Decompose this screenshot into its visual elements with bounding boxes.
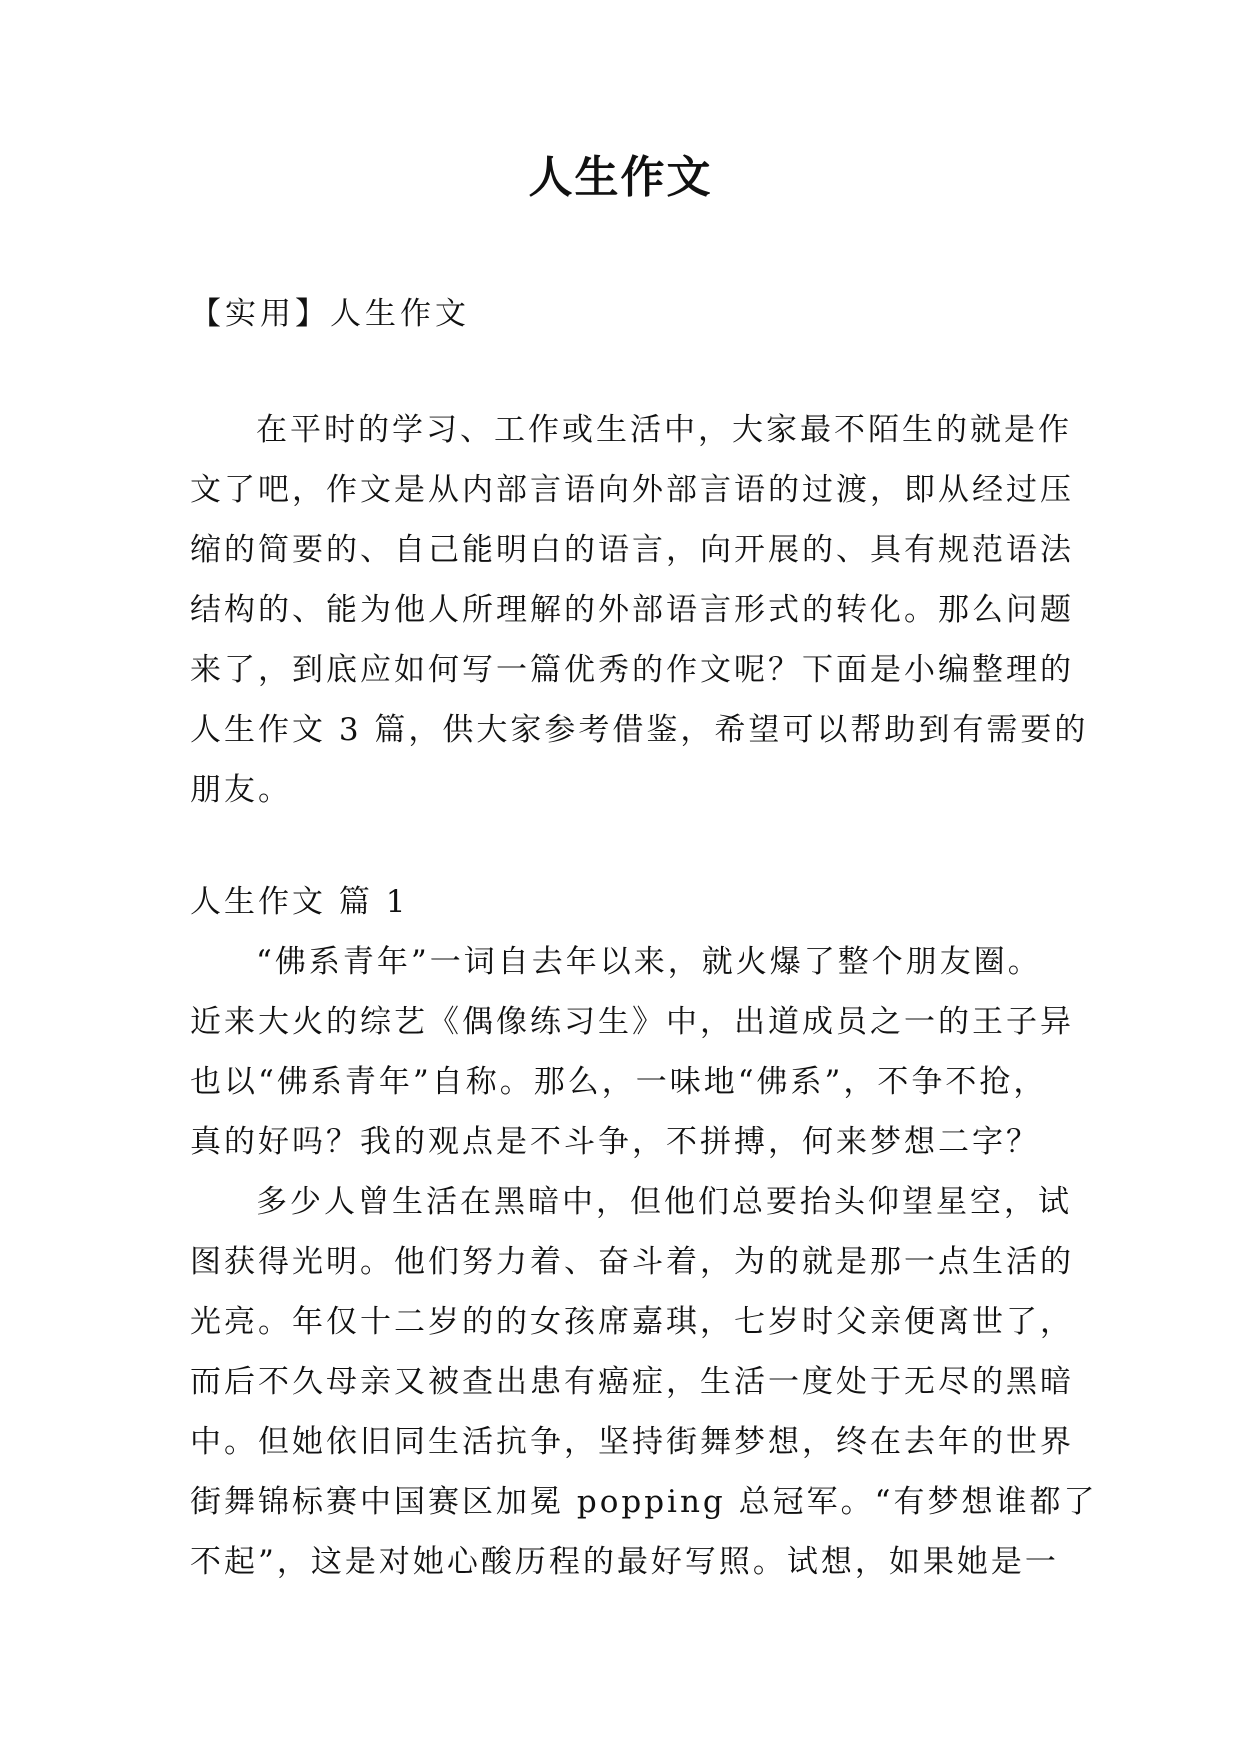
essay-line: “佛系青年”一词自去年以来，就火爆了整个朋友圈。 [256,944,1042,980]
essay-line: 街舞锦标赛中国赛区加冕 popping 总冠军。“有梦想谁都了 [190,1484,1098,1520]
essay-line: 不起”，这是对她心酸历程的最好写照。试想，如果她是一 [190,1544,1059,1580]
intro-line: 缩的简要的、自己能明白的语言，向开展的、具有规范语法 [190,532,1074,568]
section-heading: 人生作文 篇 1 [190,884,409,920]
essay-line: 近来大火的综艺《偶像练习生》中，出道成员之一的王子异 [190,1004,1074,1040]
intro-line: 朋友。 [190,772,292,808]
intro-line: 在平时的学习、工作或生活中，大家最不陌生的就是作 [256,412,1072,448]
intro-line: 结构的、能为他人所理解的外部语言形式的转化。那么问题 [190,592,1074,628]
intro-paragraph [190,400,1089,820]
essay-line: 也以“佛系青年”自称。那么，一味地“佛系”，不争不抢， [190,1064,1048,1100]
essay-line: 中。但她依旧同生活抗争，坚持街舞梦想，终在去年的世界 [190,1424,1074,1460]
essay-body [190,932,1098,1592]
essay-line: 真的好吗？我的观点是不斗争，不拼搏，何来梦想二字？ [190,1124,1040,1160]
intro-line: 人生作文 3 篇，供大家参考借鉴，希望可以帮助到有需要的 [190,712,1089,748]
document-subtitle: 【实用】人生作文 [190,296,470,332]
intro-line: 来了，到底应如何写一篇优秀的作文呢？下面是小编整理的 [190,652,1074,688]
document-title: 人生作文 [528,152,713,203]
essay-line: 光亮。年仅十二岁的的女孩席嘉琪，七岁时父亲便离世了， [190,1304,1074,1340]
essay-line: 图获得光明。他们努力着、奋斗着，为的就是那一点生活的 [190,1244,1074,1280]
intro-line: 文了吧，作文是从内部言语向外部言语的过渡，即从经过压 [190,472,1074,508]
essay-line: 而后不久母亲又被查出患有癌症，生活一度处于无尽的黑暗 [190,1364,1074,1400]
essay-line: 多少人曾生活在黑暗中，但他们总要抬头仰望星空，试 [256,1184,1072,1220]
